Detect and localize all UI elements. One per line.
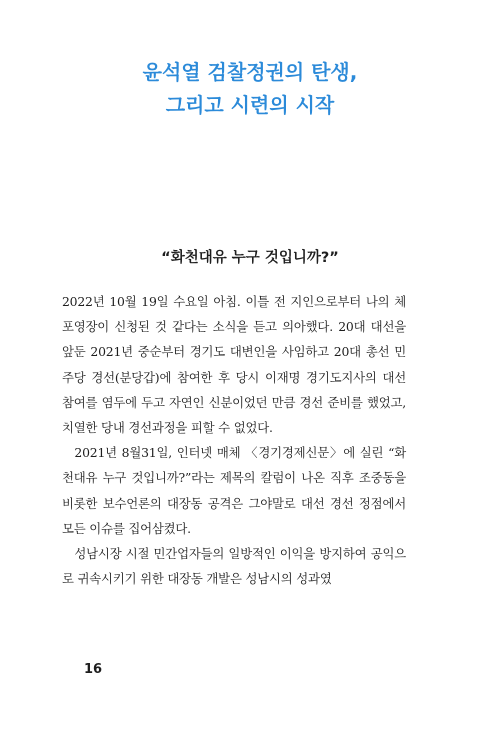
- page-number: 16: [84, 662, 103, 677]
- paragraph-3: 성남시장 시절 민간업자들의 일방적인 이익을 방지하여 공익으로 귀속시키기 위한 대장동 개발은 성남시의 성과였: [62, 546, 406, 587]
- chapter-title-line-2: 그리고 시련의 시작: [165, 93, 335, 117]
- chapter-title: [0, 56, 500, 122]
- body-text: [62, 289, 406, 591]
- paragraph-2: 2021년 8월31일, 인터넷 매체 〈경기경제신문〉에 실린 “화천대유 누구 것입니까?”라는 제목의 칼럼이 나온 직후 조중동을 비롯한 보수언론의 대장동 공격은 그야말로 대선 경선 정점에서 모든 이슈를 집어삼켰다.: [62, 445, 406, 536]
- paragraph-1: 2022년 10월 19일 수요일 아침. 이틀 전 지인으로부터 나의 체포영장이 신청된 것 같다는 소식을 듣고 의아했다. 20대 대선을 앞둔 2021년 중순부터 경기도 대변인을 사임하고 20대 총선 민주당 경선(분당갑)에 참여한 후 당시 이재명 경기도지사의 대선 참여를 염두에 두고 자연인 신분이었던 만큼 경선 준비를 했었고, 치열한 당내 경선과정을 피할 수 없었다.: [62, 294, 406, 436]
- section-title: “화천대유 누구 것입니까?”: [161, 250, 339, 266]
- chapter-title-line-1: 윤석열 검찰정권의 탄생,: [142, 60, 358, 84]
